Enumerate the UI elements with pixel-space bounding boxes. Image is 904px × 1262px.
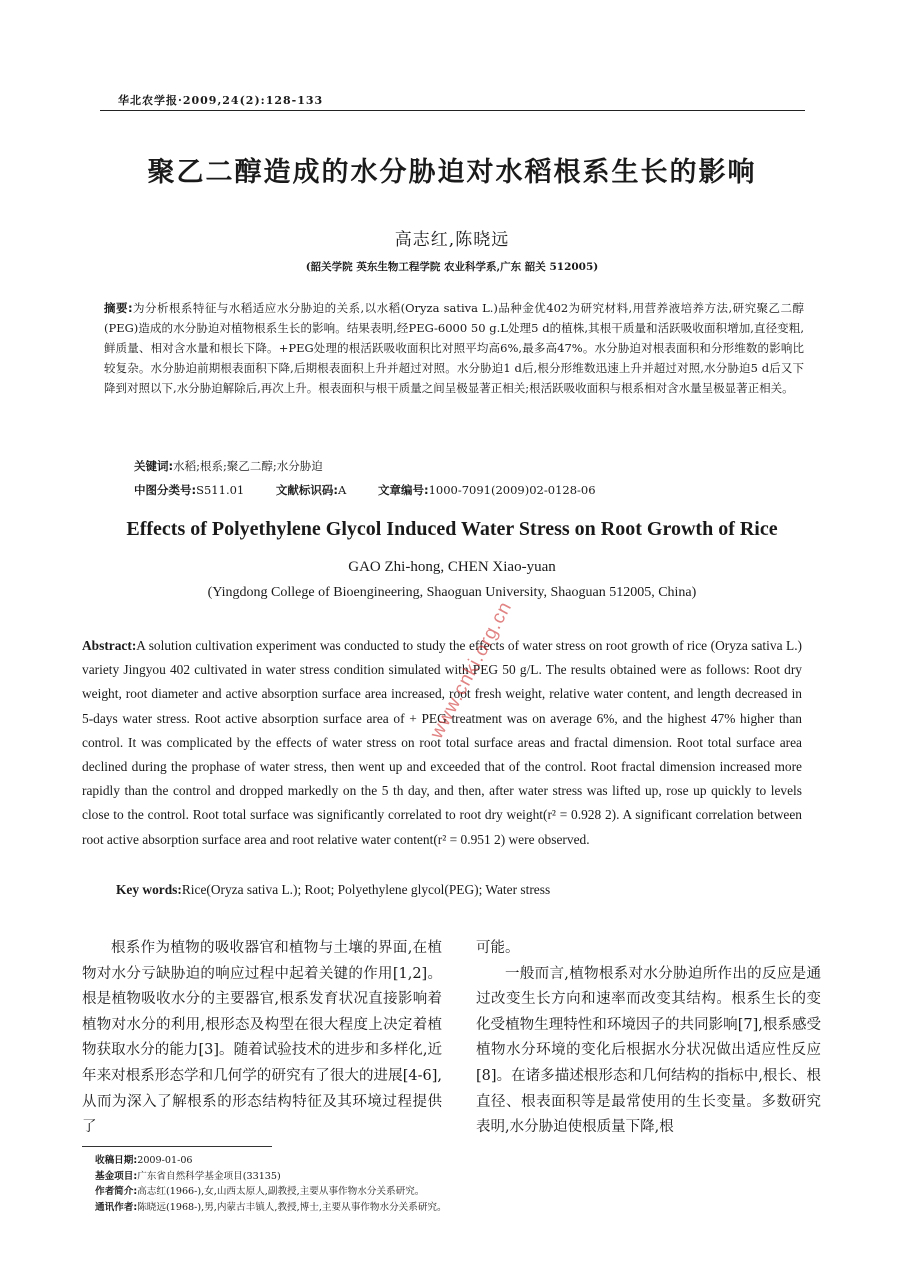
article-no-label: 文章编号: [377,483,429,497]
clc-label: 中图分类号: [134,483,197,497]
abstract-label: 摘要: [104,301,133,315]
footnote-rule [82,1146,272,1147]
footnote-fund: 基金项目:广东省自然科学基金项目(33135) [95,1170,281,1182]
footnote-received: 收稿日期:2009-01-06 [95,1155,193,1166]
classification-line [134,482,834,498]
clc-value: S511.01 [196,483,245,497]
body-paragraph-continued: 可能。 [476,940,520,956]
body-left-column [82,936,442,1141]
english-keywords-value: Rice(Oryza sativa L.); Root; Polyethylene glycol(PEG); Water stress [181,882,551,897]
abstract-body: 为分析根系特征与水稻适应水分胁迫的关系,以水稻(Oryza sativa L.)品种金优402为研究材料,用营养液培养方法,研究聚乙二醇(PEG)造成的水分胁迫对植物根系生长的影响。结果表明,经PEG-6000 50 g.L处理5 d的植株,其根干质量和活跃吸收面积增加,直径变粗,鲜质量、相对含水量和根长下降。+PEG处理的根活跃吸收面积比对照平均高6%,最多高47%。水分胁迫对根表面积和分形维数的影响比较复杂。水分胁迫前期根表面积下降,后期根表面积上升并超过对照。水分胁迫1 d后,根分形维数迅速上升并超过对照,水分胁迫5 d后又下降到对照以下,水分胁迫解除后,再次上升。根表面积与根干质量之间呈极显著正相关;根活跃吸收面积与根系相对含水量呈极显著正相关。 [104,301,804,395]
watermark [426,520,517,760]
english-affiliation: (Yingdong College of Bioengineering, Shaoguan University, Shaoguan 512005, China) [207,585,697,600]
english-abstract-body: A solution cultivation experiment was conducted to study the effects of water stress on root growth of rice (Oryza sativa L.) variety Jingyou 402 cultivated in water stress condition simulated with PEG 50 g/L. The results obtained were as follows: Root dry weight, root diameter and active absorption surface area increased, root fresh weight, relative water content, and length decreased in 5-days water stress. Root active absorption surface area of + PEG treatment was on average 6%, and the highest 47% higher than control. It was complicated by the effects of water stress on root total surface areas and fractal dimension. Root total surface area declined during the prophase of water stress, then went up and exceeded that of the control. Root fractal dimension increased more rapidly than the control and dropped markedly on the 5 th day, and then, after water stress was lifted up, rose up quickly to levels close to the control. Root total surface was significantly correlated to root dry weight(r² = 0.928 2). A significant correlation between root active absorption surface area and root relative water content(r² = 0.951 2) were observed. [82,638,802,847]
affiliation: (韶关学院 英东生物工程学院 农业科学系,广东 韶关 512005) [305,261,599,273]
body-paragraph: 一般而言,植物根系对水分胁迫所作出的反应是通过改变生长方向和速率而改变其结构。根系生长的变化受植物生理特性和环境因子的共同影响[7],根系感受植物水分环境的变化后根据水分状况做出适应性反应[8]。在诸多描述根形态和几何结构的指标中,根长、根直径、根表面积等是最常使用的生长变量。多数研究表明,水分胁迫使根质量下降,根 [476,965,821,1136]
doc-code-label: 文献标识码: [275,483,338,497]
english-authors: GAO Zhi-hong, CHEN Xiao-yuan [348,559,556,575]
footnote-author: 作者简介:高志红(1966-),女,山西太原人,副教授,主要从事作物水分关系研究。 [95,1186,425,1197]
author-list: 高志红,陈晓远 [394,230,510,250]
header-rule [100,110,805,111]
chinese-keywords [134,458,323,474]
chinese-abstract [104,298,804,398]
english-keywords-label: Key words: [116,882,182,897]
watermark-text: www.cnki.org.cn [426,597,517,743]
english-keywords [116,882,550,898]
keywords-value: 水稻;根系;聚乙二醇;水分胁迫 [173,459,323,473]
english-abstract [82,634,802,852]
body-right-column [476,936,821,1141]
footnote-corresponding: 通讯作者:陈晓远(1968-),男,内蒙古丰镇人,教授,博士,主要从事作物水分关系研究。 [95,1201,447,1213]
body-paragraph: 根系作为植物的吸收器官和植物与土壤的界面,在植物对水分亏缺胁迫的响应过程中起着关键的作用[1,2]。根是植物吸收水分的主要器官,根系发育状况直接影响着植物对水分的利用,根形态及构型在很大程度上决定着植物获取水分的能力[3]。随着试验技术的进步和多样化,近年来对根系形态学和几何学的研究有了很大的进展[4-6],从而为深入了解根系的形态结构特征及其环境过程提供了 [82,940,442,1136]
english-title: Effects of Polyethylene Glycol Induced Water Stress on Root Growth of Rice [126,518,778,540]
page-title: 聚乙二醇造成的水分胁迫对水稻根系生长的影响 [147,157,757,188]
running-head: 华北农学报·2009,24(2):128-133 [118,94,324,107]
footnotes [95,1153,447,1215]
article-no-value: 1000-7091(2009)02-0128-06 [428,483,596,497]
english-abstract-label: Abstract: [82,638,137,653]
doc-code-value: A [338,483,347,497]
keywords-label: 关键词: [134,459,174,473]
